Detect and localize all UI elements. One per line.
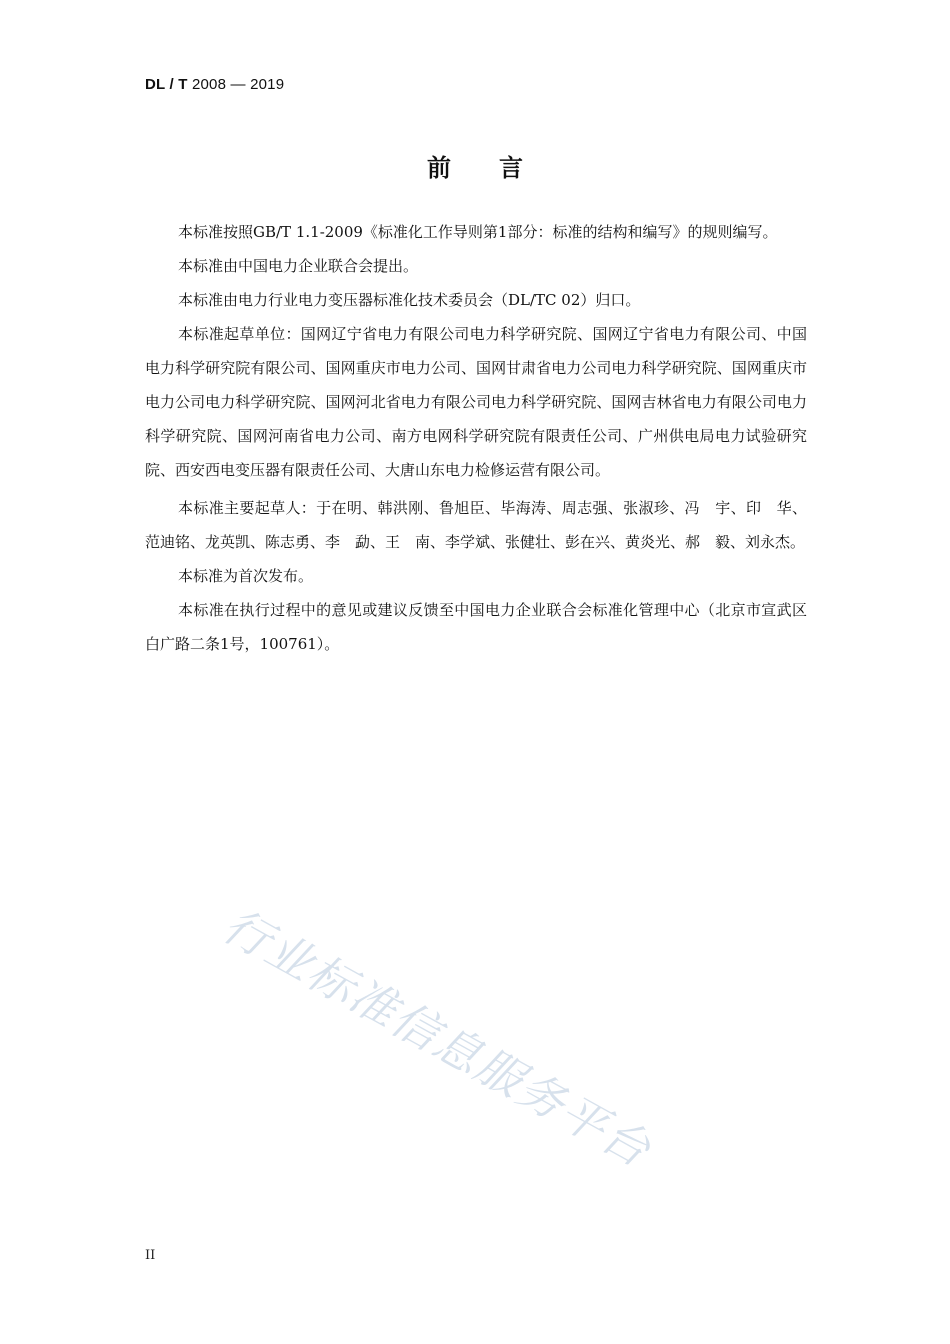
document-code-prefix: DL / T bbox=[145, 76, 188, 93]
foreword-body bbox=[145, 215, 807, 661]
paragraph-proposer: 本标准由中国电力企业联合会提出。 bbox=[178, 257, 419, 275]
paragraph-drafters: 本标准主要起草人：于在明、韩洪刚、鲁旭臣、毕海涛、周志强、张淑珍、冯 宇、印 华、范迪铭、龙英凯、陈志勇、李 勐、王 南、李学斌、张健壮、彭在兴、黄炎光、郝 毅、刘永杰。 bbox=[145, 499, 807, 551]
paragraph-feedback: 本标准在执行过程中的意见或建议反馈至中国电力企业联合会标准化管理中心（北京市宣武区白广路二条1号，100761）。 bbox=[145, 601, 807, 653]
page-title: 前言 bbox=[427, 154, 571, 182]
document-code-number: 2008 — 2019 bbox=[187, 76, 285, 93]
paragraph-structure-rule: 本标准按照GB/T 1.1-2009《标准化工作导则第1部分：标准的结构和编写》的规则编写。 bbox=[178, 223, 778, 241]
document-code bbox=[145, 76, 284, 93]
paragraph-committee: 本标准由电力行业电力变压器标准化技术委员会（DL/TC 02）归口。 bbox=[178, 291, 641, 309]
page-number: II bbox=[145, 1248, 156, 1263]
watermark: 行业标准信息服务平台 bbox=[214, 897, 661, 1178]
paragraph-first-release: 本标准为首次发布。 bbox=[178, 567, 314, 585]
paragraph-drafting-units: 本标准起草单位：国网辽宁省电力有限公司电力科学研究院、国网辽宁省电力有限公司、中国电力科学研究院有限公司、国网重庆市电力公司、国网甘肃省电力公司电力科学研究院、国网重庆市电力公司电力科学研究院、国网河北省电力有限公司电力科学研究院、国网吉林省电力有限公司电力科学研究院、国网河南省电力公司、南方电网科学研究院有限责任公司、广州供电局电力试验研究院、西安西电变压器有限责任公司、大唐山东电力检修运营有限公司。 bbox=[145, 325, 807, 479]
